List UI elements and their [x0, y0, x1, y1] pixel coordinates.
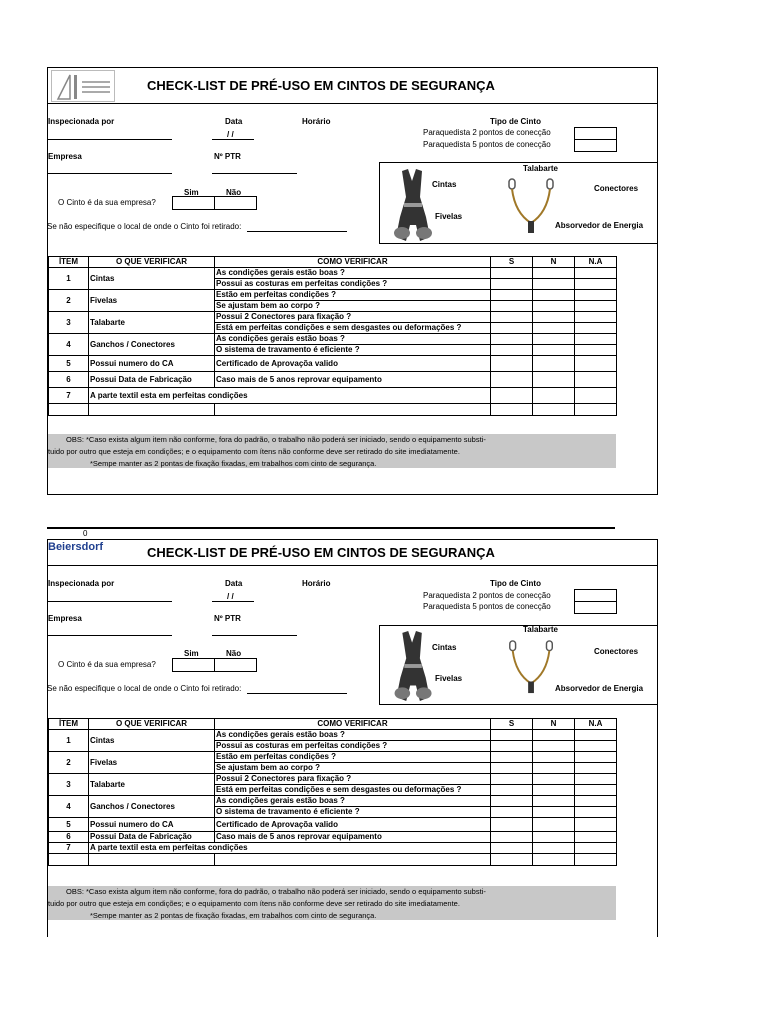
nao-label: Não: [226, 188, 242, 197]
horario-label: Horário: [302, 579, 331, 588]
data-label: Data: [225, 579, 243, 588]
sim-checkbox[interactable]: [172, 196, 215, 210]
table-row: 7 A parte textil esta em perfeitas condições: [49, 388, 617, 404]
tipo-option-5: Paraquedista 5 pontos de conecção: [423, 602, 551, 611]
table-row: 6 Possui Data de Fabricação Caso mais de 5 anos reprovar equipamento: [49, 372, 617, 388]
table-row: 1 Cintas As condições gerais estão boas ?: [49, 730, 617, 741]
table-row: 7 A parte textil esta em perfeitas condições: [49, 843, 617, 854]
cell-marker: 0: [83, 529, 88, 538]
tipo-option-2: Paraquedista 2 pontos de conecção: [423, 128, 551, 137]
table-row: Se ajustam bem ao corpo ?: [49, 301, 617, 312]
col-s: S: [491, 719, 533, 730]
table-row: 6 Possui Data de Fabricação Caso mais de 5 anos reprovar equipamento: [49, 832, 617, 843]
col-como: COMO VERIFICAR: [215, 257, 491, 268]
tipo-option-5: Paraquedista 5 pontos de conecção: [423, 140, 551, 149]
local-retirado-text: Se não especifique o local de onde o Cinto foi retirado:: [47, 684, 242, 693]
table-row: 2 Fivelas Estão em perfeitas condições ?: [49, 290, 617, 301]
table-row: 3 Talabarte Possui 2 Conectores para fixação ?: [49, 774, 617, 785]
nao-checkbox[interactable]: [214, 658, 257, 672]
fivelas-label: Fivelas: [435, 674, 463, 683]
empresa-question: O Cinto é da sua empresa?: [58, 198, 156, 207]
table-row: Possui as costuras em perfeitas condições ?: [49, 279, 617, 290]
empresa-label: Empresa: [48, 152, 82, 161]
harness-image: [390, 629, 440, 703]
col-s: S: [491, 257, 533, 268]
tipo-option-2: Paraquedista 2 pontos de conecção: [423, 591, 551, 600]
conectores-label: Conectores: [594, 647, 639, 656]
table-row: 5 Possui numero do CA Certificado de Aprovaçõa valido: [49, 818, 617, 832]
brand-logo-text: Beiersdorf: [48, 541, 104, 553]
col-o-que: O QUE VERIFICAR: [89, 257, 215, 268]
obs-note: OBS: *Caso exista algum item não conforme, fora do padrão, o trabalho não poderá ser iniciado, sendo o equipamento substi- tuido por outro que esteja em condições; e o equipamento com ítens não conforme deve ser retirado do site imediatamente. *Sempe manter as 2 pontas de fixação fixadas, em trabalhos com cinto de segurança.: [48, 434, 616, 468]
table-row: 4 Ganchos / Conectores As condições gerais estão boas ?: [49, 796, 617, 807]
table-row: Se ajustam bem ao corpo ?: [49, 763, 617, 774]
lanyard-image: [507, 177, 557, 235]
tipo-checkbox-5[interactable]: [574, 601, 617, 614]
table-row: O sistema de travamento é eficiente ?: [49, 345, 617, 356]
form-title: CHECK-LIST DE PRÉ-USO EM CINTOS DE SEGURANÇA: [147, 545, 495, 560]
sim-label: Sim: [184, 188, 199, 197]
ptr-label: Nº PTR: [214, 152, 241, 161]
harness-image: [390, 167, 440, 243]
checklist-form-2: [47, 539, 658, 949]
col-como: COMO VERIFICAR: [215, 719, 491, 730]
absorvedor-label: Absorvedor de Energia: [555, 221, 644, 230]
table-row: 1 Cintas As condições gerais estão boas ?: [49, 268, 617, 279]
col-item: ÍTEM: [49, 257, 89, 268]
obs-note: OBS: *Caso exista algum item não conforme, fora do padrão, o trabalho não poderá ser iniciado, sendo o equipamento substi- tuido por outro que esteja em condições; e o equipamento com ítens não conforme deve ser retirado do site imediatamente. *Sempe manter as 2 pontas de fixação fixadas, em trabalhos com cinto de segurança.: [48, 886, 616, 920]
data-value[interactable]: / /: [227, 592, 234, 601]
empresa-label: Empresa: [48, 614, 82, 623]
table-row: O sistema de travamento é eficiente ?: [49, 807, 617, 818]
checklist-form-1: [47, 67, 658, 495]
absorvedor-label: Absorvedor de Energia: [555, 684, 644, 693]
inspecionada-label: Inspecionada por: [48, 579, 115, 588]
cintas-label: Cintas: [432, 643, 457, 652]
table-row: 3 Talabarte Possui 2 Conectores para fixação ?: [49, 312, 617, 323]
talabarte-label: Talabarte: [523, 625, 558, 634]
nao-label: Não: [226, 649, 242, 658]
horario-label: Horário: [302, 117, 331, 126]
form-title: CHECK-LIST DE PRÉ-USO EM CINTOS DE SEGURANÇA: [147, 78, 495, 93]
col-na: N.A: [575, 257, 617, 268]
separator: [47, 527, 615, 529]
lanyard-image: [507, 639, 557, 695]
nao-checkbox[interactable]: [214, 196, 257, 210]
fivelas-label: Fivelas: [435, 212, 463, 221]
tipo-cinto-label: Tipo de Cinto: [490, 117, 541, 126]
checklist-table: [48, 718, 617, 866]
table-row: Está em perfeitas condições e sem desgastes ou deformações ?: [49, 785, 617, 796]
conectores-label: Conectores: [594, 184, 639, 193]
col-n: N: [533, 719, 575, 730]
table-row: Possui as costuras em perfeitas condições ?: [49, 741, 617, 752]
col-o-que: O QUE VERIFICAR: [89, 719, 215, 730]
table-row: Está em perfeitas condições e sem desgastes ou deformações ?: [49, 323, 617, 334]
col-na: N.A: [575, 719, 617, 730]
inspecionada-label: Inspecionada por: [48, 117, 115, 126]
table-row: 5 Possui numero do CA Certificado de Aprovaçõa valido: [49, 356, 617, 372]
local-retirado-text: Se não especifique o local de onde o Cinto foi retirado:: [47, 222, 242, 231]
talabarte-label: Talabarte: [523, 164, 558, 173]
sim-checkbox[interactable]: [172, 658, 215, 672]
tipo-checkbox-5[interactable]: [574, 139, 617, 152]
company-logo: [51, 70, 115, 102]
ptr-label: Nº PTR: [214, 614, 241, 623]
checklist-table: [48, 256, 617, 416]
col-n: N: [533, 257, 575, 268]
table-row: 4 Ganchos / Conectores As condições gerais estão boas ?: [49, 334, 617, 345]
data-value[interactable]: / /: [227, 130, 234, 139]
sim-label: Sim: [184, 649, 199, 658]
tipo-cinto-label: Tipo de Cinto: [490, 579, 541, 588]
col-item: ÍTEM: [49, 719, 89, 730]
table-row: 2 Fivelas Estão em perfeitas condições ?: [49, 752, 617, 763]
cintas-label: Cintas: [432, 180, 457, 189]
data-label: Data: [225, 117, 243, 126]
empresa-question: O Cinto é da sua empresa?: [58, 660, 156, 669]
